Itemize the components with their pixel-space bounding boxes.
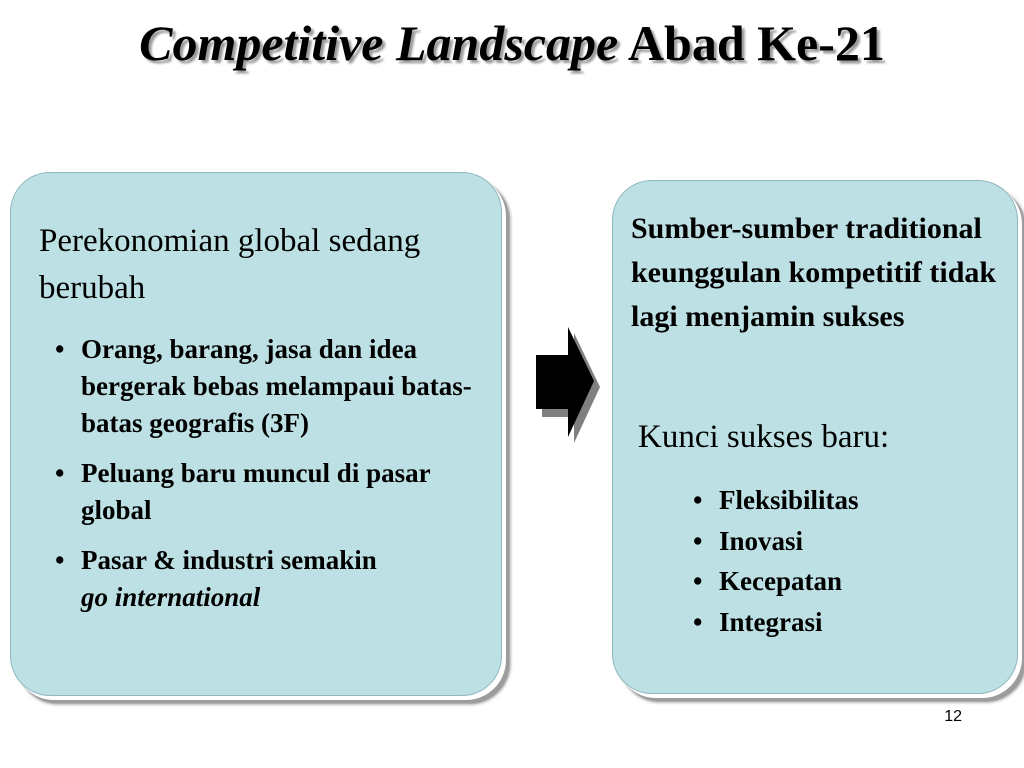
left-panel-heading: Perekonomian global sedang berubah [39,223,421,306]
right-panel-intro: Sumber-sumber traditional keunggulan kompetitif tidak lagi menjamin sukses [631,212,997,333]
right-panel-heading: Kunci sukses baru: [638,419,890,455]
bullet-dot: • [55,458,65,488]
bullet-dot: • [693,606,703,637]
right-panel [612,180,1018,694]
bullet-dot: • [693,566,703,596]
right-bullet-list [693,480,993,642]
page-number: 12 [944,708,962,725]
list-item-text: Pasar & industri semakin [81,545,377,575]
list-item [693,521,993,562]
list-item [55,455,475,529]
list-item-text: Inovasi [719,525,804,556]
bullet-dot: • [55,334,65,364]
left-panel [10,172,502,696]
bullet-dot: • [693,485,703,515]
slide-title-rest: Abad Ke-21 [618,15,885,71]
list-item-italic-text: go international [81,582,261,612]
list-item-text: Orang, barang, jasa dan idea bergerak bebas melampaui batas-batas geografis (3F) [81,334,472,438]
slide-title [0,14,1024,72]
bullet-dot: • [55,545,65,575]
slide-title-italic: Competitive Landscape [139,15,619,71]
list-item [55,542,475,616]
list-item-text: Integrasi [719,606,823,637]
list-item [693,480,993,521]
list-item [693,561,993,602]
list-item [693,602,993,643]
list-item-text: Fleksibilitas [719,485,859,515]
list-item-text: Kecepatan [719,566,842,596]
bullet-dot: • [693,525,703,556]
left-bullet-list [55,331,475,616]
arrow-right-icon [534,325,604,445]
list-item-text: Peluang baru muncul di pasar global [81,458,431,525]
list-item [55,331,475,442]
arrow-shape [536,327,594,437]
